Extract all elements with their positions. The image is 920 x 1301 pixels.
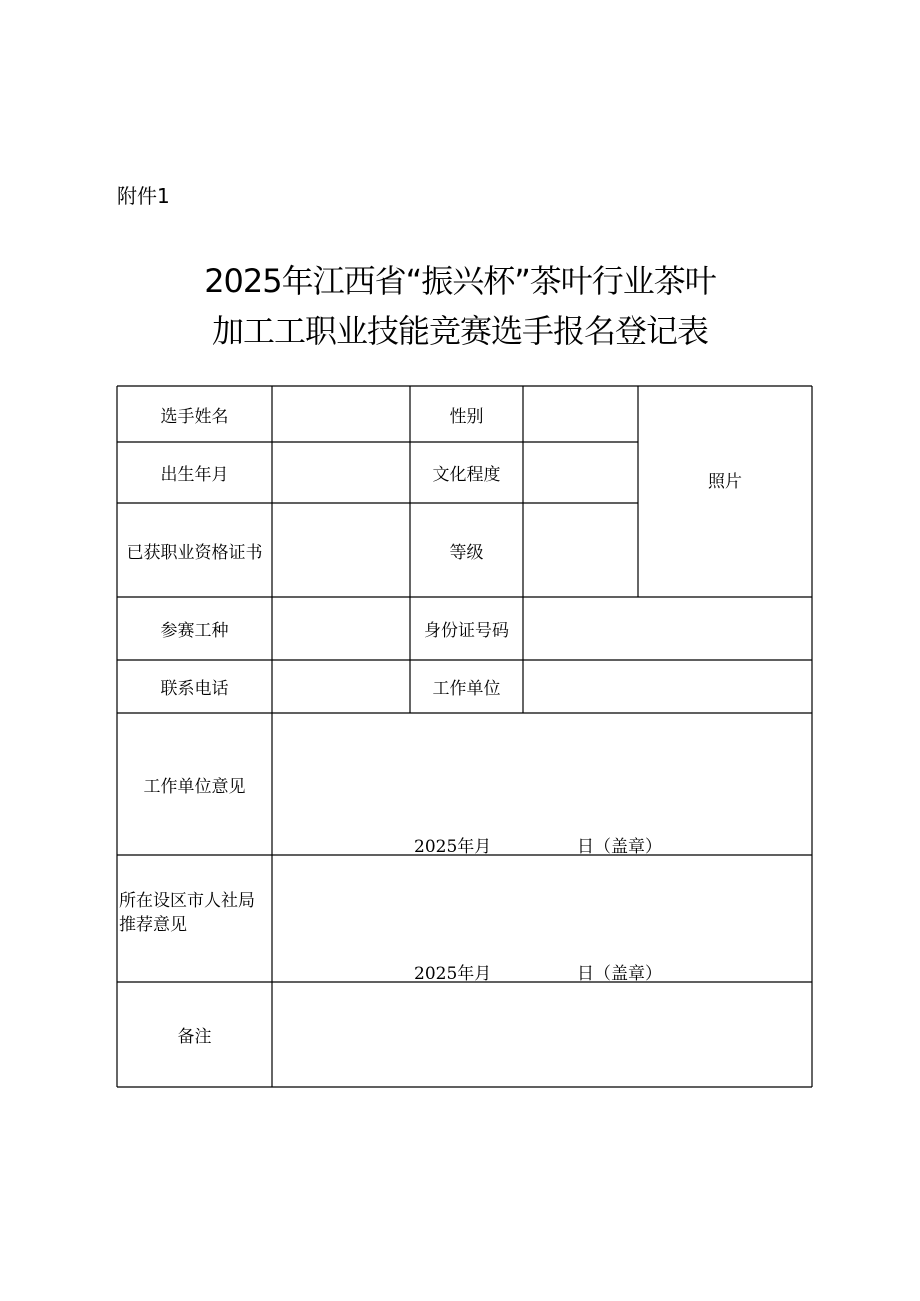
trade-label: 参赛工种 <box>160 621 229 641</box>
id-number-field[interactable] <box>523 597 812 660</box>
id-number-label: 身份证号码 <box>424 621 509 641</box>
trade-field[interactable] <box>272 597 410 660</box>
employer-opinion-field[interactable] <box>272 713 812 855</box>
attachment-label: 附件1 <box>117 184 170 208</box>
grade-label: 等级 <box>449 542 484 563</box>
grade-field[interactable] <box>523 503 638 597</box>
photo-label: 照片 <box>708 472 742 492</box>
employer-field[interactable] <box>523 660 812 713</box>
remarks-field[interactable] <box>272 982 812 1087</box>
employer-label: 工作单位 <box>432 679 501 699</box>
form-title-line2: 加工工职业技能竞赛选手报名登记表 <box>211 312 708 350</box>
employer-opinion-label: 工作单位意见 <box>143 776 246 797</box>
hr-seal-year-month: 2025年月 <box>414 964 492 984</box>
employer-seal-year-month: 2025年月 <box>414 837 492 857</box>
hr-seal-day: 日（盖章） <box>577 964 662 984</box>
education-field[interactable] <box>523 442 638 503</box>
hr-opinion-label-line1: 所在设区市人社局 <box>119 890 255 911</box>
hr-opinion-label <box>117 855 272 982</box>
certificate-label: 已获职业资格证书 <box>126 542 263 563</box>
hr-opinion-label-line2: 推荐意见 <box>119 914 187 935</box>
photo-box[interactable] <box>638 386 812 597</box>
birth-label: 出生年月 <box>160 465 229 485</box>
form-title-line1: 2025年江西省“振兴杯”茶叶行业茶叶 <box>204 262 716 300</box>
name-field[interactable] <box>272 386 410 442</box>
gender-field[interactable] <box>523 386 638 442</box>
name-label: 选手姓名 <box>160 406 229 427</box>
hr-opinion-field[interactable] <box>272 855 812 982</box>
gender-label: 性别 <box>449 406 484 427</box>
phone-field[interactable] <box>272 660 410 713</box>
remarks-label: 备注 <box>177 1027 212 1047</box>
employer-seal-day: 日（盖章） <box>577 837 662 857</box>
phone-label: 联系电话 <box>160 679 229 699</box>
birth-field[interactable] <box>272 442 410 503</box>
education-label: 文化程度 <box>432 465 501 485</box>
certificate-field[interactable] <box>272 503 410 597</box>
